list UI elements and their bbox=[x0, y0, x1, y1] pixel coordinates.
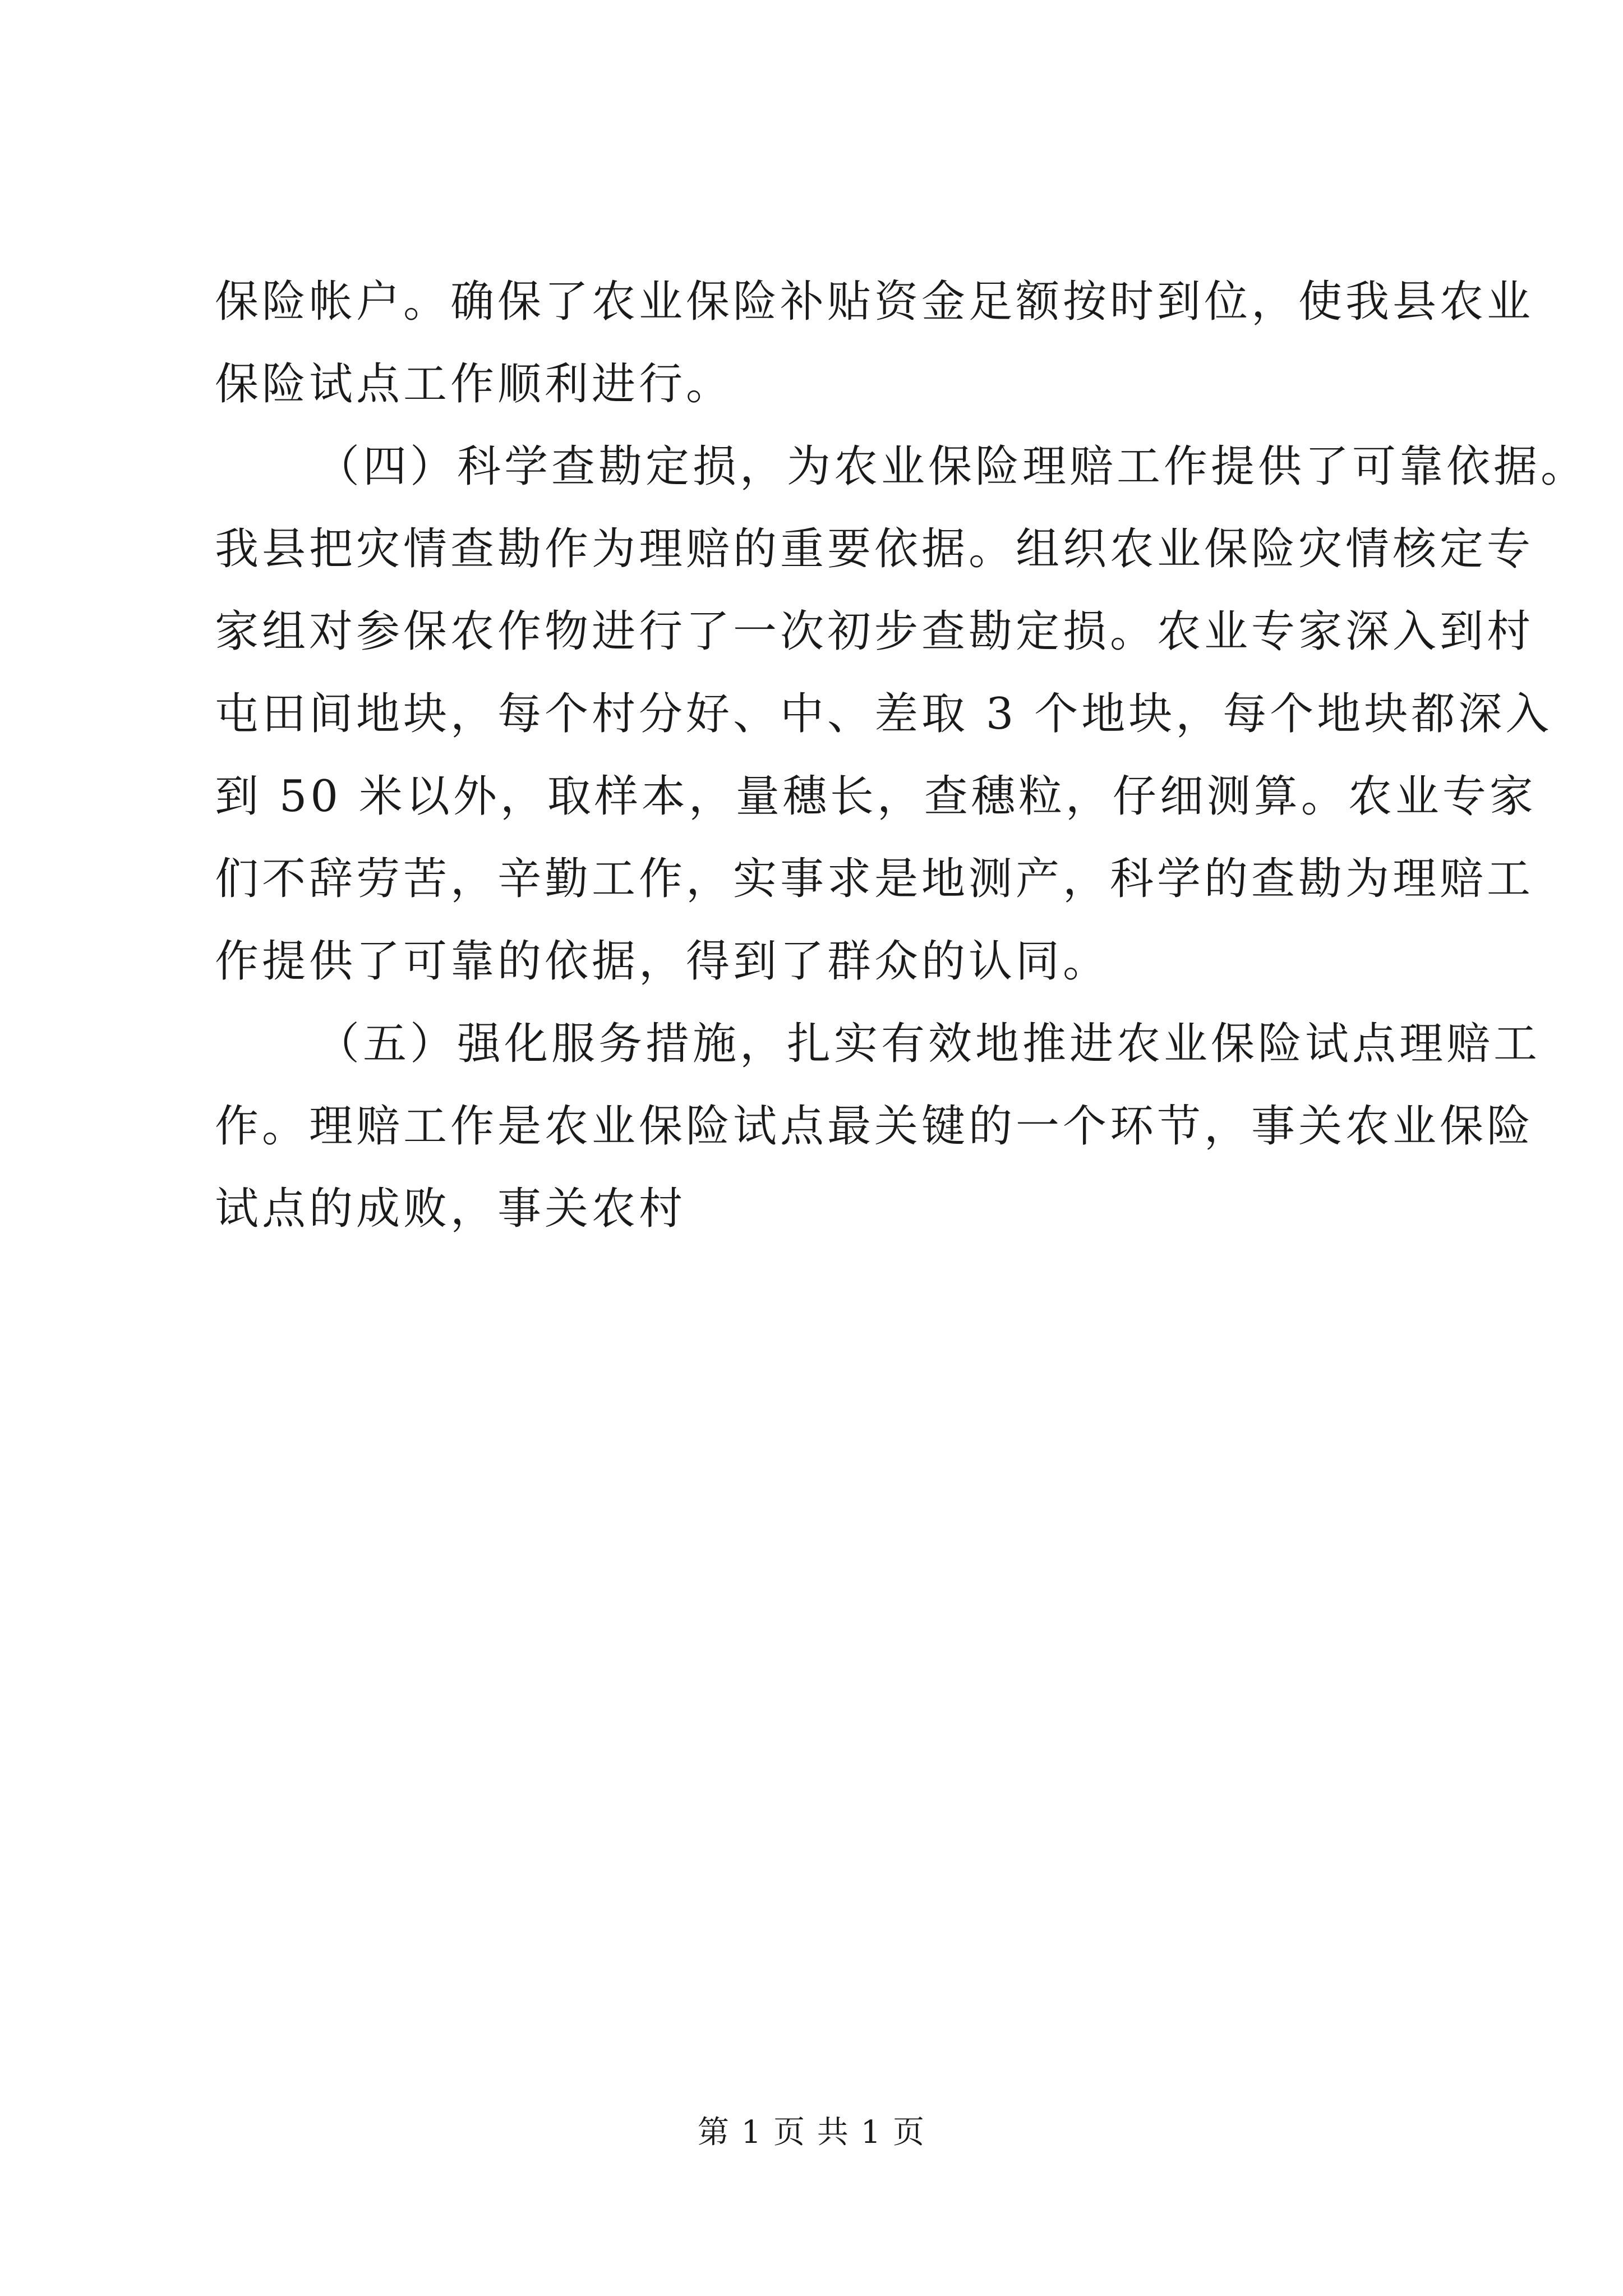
paragraph-heading-4: （四）科学查勘定损，为农业保险理赔工作提供了可靠依据。 bbox=[316, 441, 1588, 492]
document-body bbox=[215, 261, 1588, 1250]
text-line: 保险帐户。确保了农业保险补贴资金足额按时到位，使我县农业 bbox=[215, 277, 1534, 327]
text-line: 作。理赔工作是农业保险试点最关键的一个环节，事关农业保险 bbox=[215, 1101, 1534, 1152]
text-line: 试点的成败，事关农村 bbox=[215, 1184, 686, 1234]
text-line: 家组对参保农作物进行了一次初步查勘定损。农业专家深入到村 bbox=[215, 606, 1534, 657]
page-number-footer: 第 1 页 共 1 页 bbox=[697, 2114, 926, 2151]
text-line: 到 50 米以外，取样本，量穗长，查穗粒，仔细测算。农业专家 bbox=[215, 771, 1537, 822]
text-line: 们不辞劳苦，辛勤工作，实事求是地测产，科学的查勘为理赔工 bbox=[215, 854, 1534, 904]
paragraph-heading-5: （五）强化服务措施，扎实有效地推进农业保险试点理赔工 bbox=[316, 1019, 1541, 1069]
text-line: 作提供了可靠的依据，得到了群众的认同。 bbox=[215, 936, 1110, 987]
text-line: 保险试点工作顺利进行。 bbox=[215, 359, 734, 409]
text-line: 我县把灾情查勘作为理赔的重要依据。组织农业保险灾情核定专 bbox=[215, 524, 1534, 574]
text-line: 屯田间地块，每个村分好、中、差取 3 个地块，每个地块都深入 bbox=[215, 689, 1553, 739]
